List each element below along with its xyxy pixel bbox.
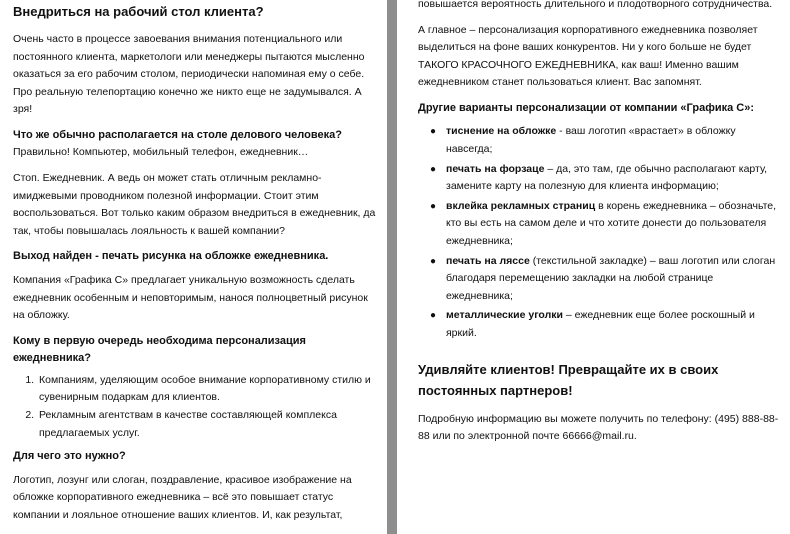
main-paragraph: А главное – персонализация корпоративного ежедневника позволяет выделиться на фоне ваших конкурентов. Ни у кого больше не будет ТАКОГО КРАСОЧНОГО ЕЖЕДНЕВНИКА, как ваш! Именно вашим ежедневником станет пользоваться клиент. Вас запомнят. xyxy=(418,23,758,89)
document-title: Внедриться на рабочий стол клиента? xyxy=(13,4,264,19)
bullet-icon: ● xyxy=(430,200,437,212)
heading-why: Для чего это нужно? xyxy=(13,450,126,463)
who-list xyxy=(13,372,377,442)
bullet-icon: ● xyxy=(430,126,437,138)
list-item: 1. Компаниям, уделяющим особое внимание корпоративному стилю и сувенирным подаркам для клиентов. xyxy=(37,372,377,407)
options-list xyxy=(418,123,782,342)
list-item: ● металлические уголки – ежедневник еще более роскошный и яркий. xyxy=(430,309,755,339)
closing-heading: Удивляйте клиентов! Превращайте их в своих постоянных партнеров! xyxy=(418,361,719,398)
list-item: ● печать на ляссе (текстильной закладке) – ваш логотип или слоган благодаря перемещению закладки на любой странице ежедневника; xyxy=(430,254,776,302)
list-item: ● тиснение на обложке - ваш логотип «врастает» в обложку навсегда; xyxy=(430,125,736,156)
bullet-icon: ● xyxy=(430,310,437,322)
why-paragraph: Логотип, лозунг или слоган, поздравление, красивое изображение на обложке корпоративного ежедневника – всё это повышает статус компании и лояльное отношение ваших клиентов. И, как результат, xyxy=(13,473,352,521)
heading-desk: Что же обычно располагается на столе делового человека? xyxy=(13,128,342,141)
desk-answer: Правильно! Компьютер, мобильный телефон, ежедневник… xyxy=(13,146,309,159)
list-item: ● печать на форзаце – да, это там, где обычно располагают карту, замените карту на полезную для клиента информацию; xyxy=(430,162,768,193)
document-page-left xyxy=(0,0,387,534)
contact-paragraph: Подробную информацию вы можете получить по телефону: (495) 888-88-88 или по электронной почте 66666@mail.ru. xyxy=(418,412,779,443)
list-item: 2. Рекламным агентствам в качестве составляющей комплекса предлагаемых услуг. xyxy=(37,407,377,442)
diary-paragraph: Стоп. Ежедневник. А ведь он может стать отличным рекламно-имиджевыми проводником полезной информации. Стоит этим воспользоваться. Вот только каким образом внедриться в ежедневник, да так, чтобы повышалась лояльность к вашей компании? xyxy=(13,172,376,237)
heading-other-options: Другие варианты персонализации от компании «Графика С»: xyxy=(418,101,754,114)
company-paragraph: Компания «Графика С» предлагает уникальную возможность сделать ежедневник особенным и неповторимым, нанося полноцветный рисунок на обложку. xyxy=(13,273,368,322)
document-page-right xyxy=(397,0,790,534)
bullet-icon: ● xyxy=(430,255,437,267)
list-item: ● вклейка рекламных страниц в корень ежедневника – обозначьте, кто вы есть на самом деле и что хотите донести до пользователя ежедневника; xyxy=(430,199,777,248)
page-gap xyxy=(387,0,397,534)
heading-solution: Выход найден - печать рисунка на обложке ежедневника. xyxy=(13,250,329,263)
intro-paragraph: Очень часто в процессе завоевания внимания потенциального или постоянного клиента, маркетологи или менеджеры пытаются мысленно оказаться за его рабочим столом, периодически напоминая ему о себе. Про реальную телепортацию конечно же никто еще не задумывался. А зря! xyxy=(13,33,365,116)
heading-who: Кому в первую очередь необходима персонализация ежедневника? xyxy=(13,334,306,365)
bullet-icon: ● xyxy=(430,163,437,175)
continued-paragraph: повышается вероятность длительного и плодотворного сотрудничества. xyxy=(418,0,773,10)
